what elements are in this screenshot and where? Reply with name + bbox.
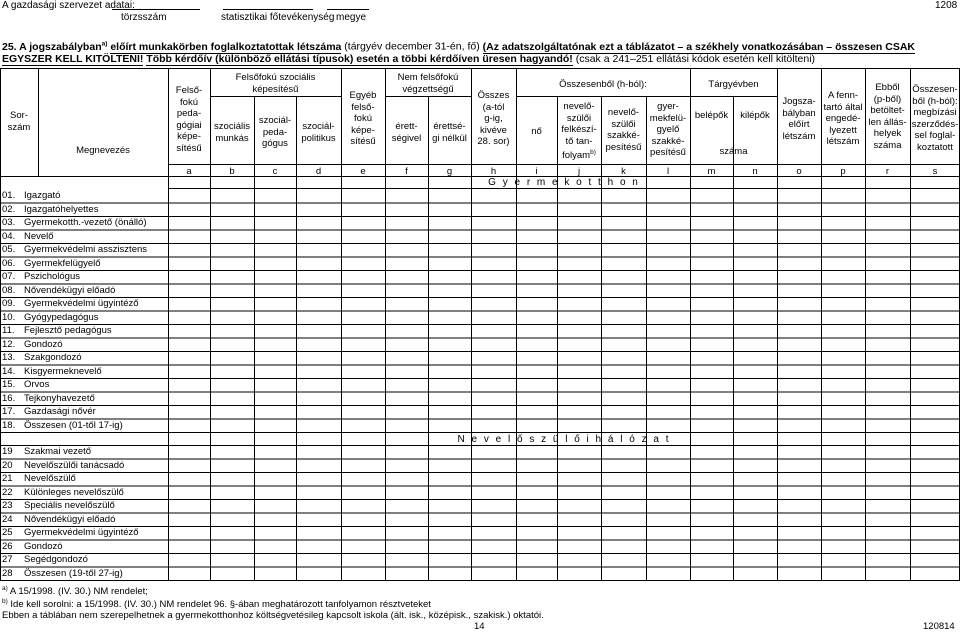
row-label: Gyermekvédelmi asszisztens	[24, 244, 148, 255]
row-label: Gyermekvédelmi ügyintéző	[24, 527, 139, 538]
table-row	[0, 553, 168, 567]
table-row	[0, 270, 168, 284]
table-row	[0, 216, 168, 230]
row-number: 11.	[2, 325, 15, 336]
table-row	[0, 419, 168, 433]
table-row	[0, 499, 168, 513]
field-statisztikai: statisztikai főtevékenység	[221, 12, 335, 23]
header-col-f: érett- ségivel	[391, 121, 422, 144]
row-label: Szakmai vezető	[24, 446, 92, 457]
table-row	[0, 203, 168, 217]
table-row	[0, 472, 168, 486]
form-code: 120814	[923, 621, 955, 632]
row-label: Igazgató	[24, 190, 61, 201]
column-letter-a: a	[186, 166, 192, 177]
row-number: 03.	[2, 217, 16, 228]
header-col-d: szociál- politikus	[301, 121, 336, 144]
header-group-mn: Tárgyévben	[708, 79, 759, 90]
column-letter-d: d	[315, 166, 322, 177]
footnote-a: $^{a)}$ A 15/1998. (IV. 30.) NM rendelet;	[2, 585, 148, 598]
row-number: 02.	[2, 203, 16, 215]
header-col-b: szociális munkás	[214, 121, 250, 144]
row-label: Igazgatóhelyettes	[24, 203, 99, 215]
column-letter-b: b	[229, 166, 235, 177]
column-letter-m: m	[707, 166, 716, 177]
column-letter-k: k	[621, 166, 626, 177]
table-row	[0, 230, 168, 244]
table-row	[0, 338, 168, 352]
row-label: Speciális nevelőszülő	[24, 500, 115, 511]
section-gyermekotthon: G y e r m e k o t t h o n	[488, 177, 640, 188]
row-label: Nővendékügyi előadó	[24, 513, 116, 525]
row-number: 08.	[2, 284, 16, 296]
row-number: 28	[2, 567, 13, 579]
column-letter-e: e	[360, 166, 366, 177]
row-label: Összesen (19-től 27-ig)	[24, 567, 123, 579]
header-col-r: Ebből (p-ből) betöltet- len állás- helyek száma	[868, 82, 907, 151]
row-number: 21	[2, 473, 13, 484]
header-col-c: szociál- peda- gógus	[258, 115, 292, 149]
header-sorszam: Sor- szám	[7, 110, 31, 133]
row-number: 10.	[2, 311, 16, 323]
column-letter-n: n	[752, 166, 758, 177]
column-letter-j: j	[577, 166, 581, 177]
row-number: 05.	[2, 244, 16, 255]
row-label: Különleges nevelőszülő	[24, 486, 124, 498]
table-row	[0, 459, 168, 473]
row-label: Szakgondozó	[24, 352, 82, 363]
table-row	[0, 243, 168, 257]
header-col-n: kilépők	[740, 110, 770, 121]
field-torzsszam: törzsszám	[121, 12, 167, 23]
row-label: Kisgyermeknevelő	[24, 365, 102, 377]
table-title-line1: 25. A jogszabályban$^{a)}$ előírt munkakörben foglalkoztatottak létszáma (tárgyév december 31-én, fő) (Az adatszolgáltatónak ezt a táblázatot – a székhely vonatkozásában – összesen CSAK	[2, 40, 916, 53]
row-number: 09.	[2, 298, 16, 309]
table-row	[0, 351, 168, 365]
row-number: 06.	[2, 257, 16, 269]
header-col-m: belépők	[694, 110, 729, 121]
column-letter-h: h	[490, 166, 497, 177]
row-label: Nővendékügyi előadó	[24, 284, 116, 296]
row-label: Pszichológus	[24, 271, 80, 282]
header-col-l: gyer- mekfelü- gyelő szakké- pesítésű	[649, 101, 687, 158]
row-number: 19	[2, 446, 13, 457]
row-number: 25	[2, 527, 13, 538]
table-row	[0, 324, 168, 338]
table-row	[0, 284, 168, 298]
table-row	[0, 297, 168, 311]
row-label: Gondozó	[24, 540, 63, 552]
row-label: Gyermekotth.-vezető (önálló)	[24, 217, 147, 228]
row-label: Fejlesztő pedagógus	[24, 325, 112, 336]
header-group-fg: Nem felsőfokú végzettségű	[397, 72, 459, 95]
table-row	[0, 405, 168, 419]
row-label: Tejkonyhavezető	[24, 392, 95, 404]
footnote-note: Ebben a táblában nem szerepelhetnek a gyermekotthonhoz költségvetésileg kapcsolt iskola (ált. isk., középisk., szakisk.) oktatói.	[2, 610, 544, 621]
row-number: 01.	[2, 190, 16, 201]
field-megye: megye	[336, 12, 367, 23]
page-number: 14	[474, 621, 485, 632]
header-group-ijk: Összesenből (h-ból):	[559, 79, 647, 90]
column-letter-g: g	[446, 166, 453, 177]
row-label: Orvos	[24, 379, 50, 390]
header-mn-szama: száma	[719, 146, 748, 157]
table-row	[0, 257, 168, 271]
header-col-i: nő	[531, 126, 542, 137]
page-code: 1208	[935, 0, 958, 11]
column-letter-o: o	[796, 166, 802, 177]
column-letter-i: i	[535, 166, 538, 177]
row-label: Segédgondozó	[24, 554, 88, 565]
section-nevelo-halozat: N e v e l ő s z ü l ő i h á l ó z a t	[457, 434, 671, 445]
table-row	[0, 540, 168, 554]
table-row	[0, 392, 168, 406]
row-number: 22	[2, 486, 13, 498]
table-title-line2: EGYSZER KELL KITÖLTENI! Több kérdőív (különböző ellátási típusok) esetén a többi kérdőíven üresen hagyandó! (csak a 241–251 ellátási kódok esetén kell kitölteni)	[2, 53, 816, 65]
header-col-o: Jogsza- bályban előírt létszám	[782, 96, 816, 142]
column-letter-l: l	[666, 166, 670, 177]
row-label: Nevelőszülői tanácsadó	[24, 459, 125, 471]
header-col-g: érettsé- gi nélkül	[432, 121, 467, 144]
table-row	[0, 311, 168, 325]
row-number: 16.	[2, 392, 16, 404]
table-row	[0, 513, 168, 527]
row-label: Gyermekvédelmi ügyintéző	[24, 298, 139, 309]
column-letter-f: f	[405, 166, 408, 177]
table-row	[0, 445, 168, 459]
row-number: 13.	[2, 352, 16, 363]
row-number: 26	[2, 540, 13, 552]
table-row	[0, 365, 168, 379]
row-number: 04.	[2, 230, 16, 242]
table-row	[0, 526, 168, 540]
header-col-h: Összes (a-tól g-ig, kivéve 28. sor)	[477, 90, 510, 147]
column-letter-s: s	[932, 166, 938, 177]
header-col-a: Felső- fokú peda- gógiai képe- sítésű	[175, 85, 203, 154]
row-label: Gyógypedagógus	[24, 311, 99, 323]
row-number: 12.	[2, 338, 16, 350]
row-label: Gyermekfelügyelő	[24, 257, 101, 269]
row-number: 07.	[2, 271, 16, 282]
row-number: 14.	[2, 365, 16, 377]
row-number: 24	[2, 513, 13, 525]
header-col-e: Egyéb felső- fokú képe- sítésű	[349, 90, 377, 147]
header-col-k: nevelő- szülői szakké- pesítésű	[605, 107, 642, 153]
column-letter-r: r	[885, 166, 890, 177]
row-label: Nevelő	[24, 230, 54, 242]
footnote-b: $^{b)}$ Ide kell sorolni: a 15/1998. (IV. 30.) NM rendelet 96. §-ában meghatározott tanfolyamon résztveteket	[2, 598, 431, 611]
header-col-s: Összesen- ből (h-ból): megbízási szerződés- sel foglal- koztatott	[911, 84, 959, 153]
row-label: Gazdasági nővér	[24, 406, 96, 417]
row-label: Nevelőszülő	[24, 473, 76, 484]
column-letter-c: c	[272, 166, 278, 177]
row-number: 17.	[2, 406, 16, 417]
header-group-bc: Felsőfokú szociális képesítésű	[235, 72, 316, 95]
row-number: 20	[2, 459, 13, 471]
org-data-label: A gazdasági szervezet adatai:	[2, 0, 135, 11]
table-row	[0, 189, 168, 203]
column-letter-p: p	[840, 166, 846, 177]
row-number: 18.	[2, 419, 16, 431]
row-label: Összesen (01-től 17-ig)	[24, 419, 123, 431]
header-col-p: A fenn- tartó által engedé- lyezett létszám	[823, 90, 863, 147]
row-label: Gondozó	[24, 338, 63, 350]
row-number: 15.	[2, 379, 16, 390]
row-number: 23	[2, 500, 13, 511]
row-number: 27	[2, 554, 13, 565]
header-megnevezes: Megnevezés	[76, 145, 130, 156]
table-row	[0, 567, 168, 581]
header-col-j: nevelő- szülői felkészí- tő tan- folyam$^{b)}$	[561, 101, 597, 162]
table-row	[0, 378, 168, 392]
table-row	[0, 486, 168, 500]
